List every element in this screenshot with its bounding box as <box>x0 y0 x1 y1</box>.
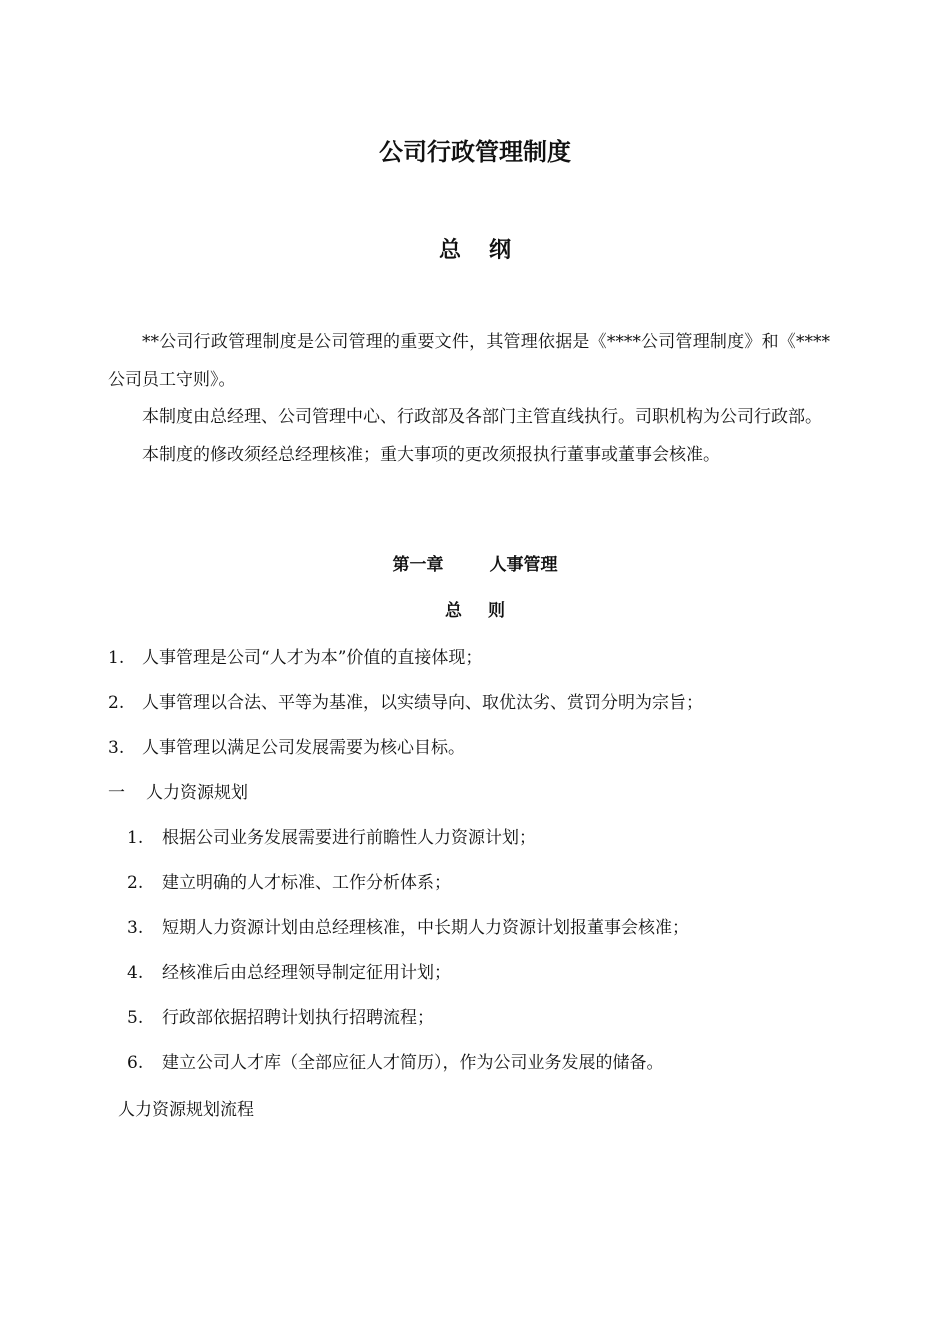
chapter-name: 人事管理 <box>489 555 558 575</box>
item-number: 4. <box>127 963 144 983</box>
outline-heading-char-2: 纲 <box>489 238 512 263</box>
item-number: 3. <box>127 918 144 938</box>
outline-heading <box>0 234 950 268</box>
item-number: 1. <box>108 648 125 668</box>
outline-heading-char-1: 总 <box>438 238 461 263</box>
section-heading <box>0 597 950 625</box>
list-item <box>127 959 689 1004</box>
hr-planning-title: 人力资源规划 <box>146 783 248 803</box>
item-text: 人事管理以合法、平等为基准，以实绩导向、取优汰劣、赏罚分明为宗旨； <box>142 693 703 713</box>
item-text: 经核准后由总经理领导制定征用计划； <box>162 963 451 983</box>
list-item <box>108 734 703 779</box>
section-heading-char-1: 总 <box>445 601 462 621</box>
item-text: 人事管理以满足公司发展需要为核心目标。 <box>142 738 465 758</box>
chapter-heading <box>0 551 950 579</box>
general-rules-list <box>108 644 703 779</box>
document-title: 公司行政管理制度 <box>379 138 571 166</box>
list-item <box>127 824 689 869</box>
intro-paragraph: 本制度的修改须经总经理核准；重大事项的更改须报执行董事或董事会核准。 <box>142 444 720 465</box>
section-heading-char-2: 则 <box>488 601 505 621</box>
item-number: 2. <box>127 873 144 893</box>
chapter-number: 第一章 <box>392 555 444 575</box>
item-text: 人事管理是公司“人才为本”价值的直接体现； <box>142 648 483 668</box>
list-item <box>108 644 703 689</box>
item-text: 短期人力资源计划由总经理核准，中长期人力资源计划报董事会核准； <box>162 918 689 938</box>
hr-planning-heading <box>108 779 248 807</box>
list-item <box>127 914 689 959</box>
item-number: 3. <box>108 738 125 758</box>
item-text: 建立明确的人才标准、工作分析体系； <box>162 873 451 893</box>
hr-planning-list <box>127 824 689 1094</box>
list-item <box>127 869 689 914</box>
item-text: 建立公司人才库（全部应征人才简历），作为公司业务发展的储备。 <box>162 1053 664 1073</box>
list-item <box>127 1004 689 1049</box>
intro-section <box>108 324 830 474</box>
list-item <box>127 1049 689 1094</box>
intro-paragraph: 本制度由总经理、公司管理中心、行政部及各部门主管直线执行。司职机构为公司行政部。 <box>142 407 822 427</box>
item-number: 5. <box>127 1008 144 1028</box>
item-number: 6. <box>127 1053 144 1073</box>
hr-planning-number: 一 <box>108 783 125 803</box>
list-item <box>108 689 703 734</box>
item-number: 2. <box>108 693 125 713</box>
intro-paragraph: **公司行政管理制度是公司管理的重要文件，其管理依据是《****公司管理制度》和《****公司员工守则》。 <box>108 332 830 390</box>
hr-planning-flow-label: 人力资源规划流程 <box>118 1100 254 1120</box>
item-text: 根据公司业务发展需要进行前瞻性人力资源计划； <box>162 828 536 848</box>
item-number: 1. <box>127 828 144 848</box>
item-text: 行政部依据招聘计划执行招聘流程； <box>162 1008 434 1028</box>
